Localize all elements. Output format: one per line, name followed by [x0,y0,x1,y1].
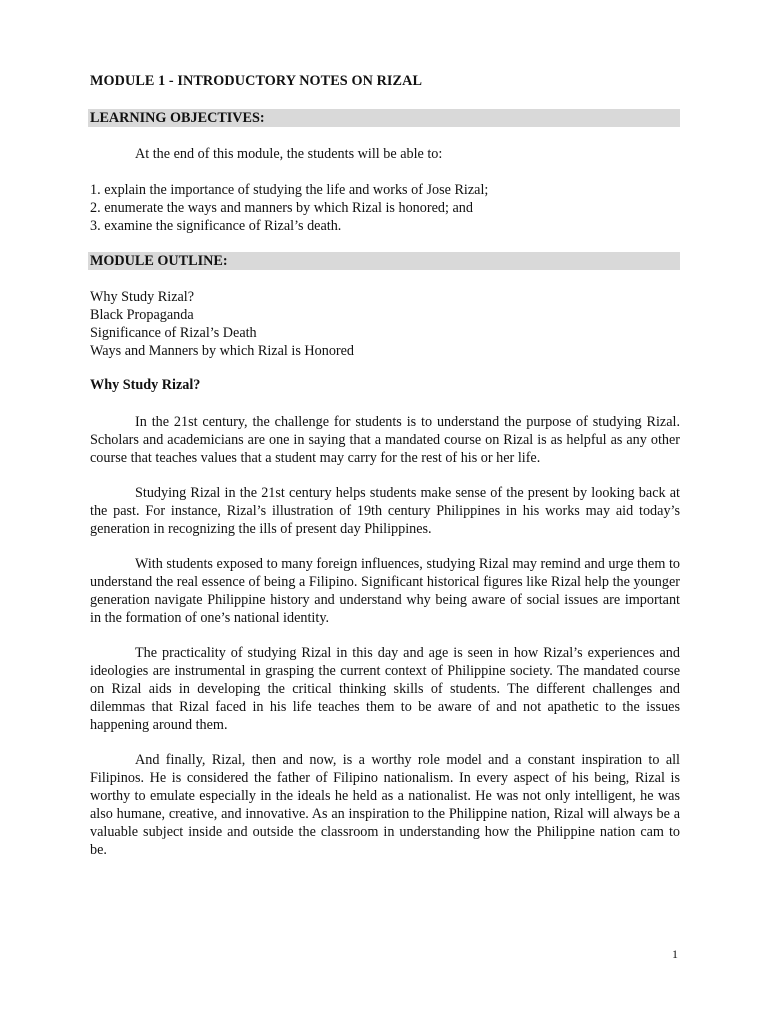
outline-item: Ways and Manners by which Rizal is Honored [90,343,355,359]
page-number: 1 [672,947,678,961]
body-paragraph: And finally, Rizal, then and now, is a worthy role model and a constant inspiration to all Filipinos. He is considered the father of Filipino nationalism. In every aspect of his being, Rizal is worthy to emulate especially in the ideals he held as a nationalist. He was not only intelligent, he was also humane, creative, and innovative. As an inspiration to the Philippine nation, Rizal will always be a valuable subject inside and outside the classroom in understanding how the Philippine nation cam to be. [90,752,680,858]
document-page [90,0,680,1024]
objective-item: 1. explain the importance of studying the life and works of Jose Rizal; [90,182,489,198]
learning-objectives-heading: LEARNING OBJECTIVES: [88,109,680,127]
module-outline-heading: MODULE OUTLINE: [88,252,680,270]
objectives-intro: At the end of this module, the students will be able to: [135,146,443,162]
outline-item: Why Study Rizal? [90,289,195,305]
outline-list [90,288,354,360]
body-paragraph: With students exposed to many foreign influences, studying Rizal may remind and urge them to understand the real essence of being a Filipino. Significant historical figures like Rizal help the younger generation navigate Philippine history and understand why being aware of social issues are important in the formation of one’s national identity. [90,556,680,626]
outline-item: Black Propaganda [90,307,194,323]
body-paragraph: In the 21st century, the challenge for students is to understand the purpose of studying Rizal. Scholars and academicians are one in saying that a mandated course on Rizal is as helpful as any other course that teaches values that a student may carry for the rest of his or her life. [90,414,680,466]
objective-item: 2. enumerate the ways and manners by which Rizal is honored; and [90,200,473,216]
section-heading: Why Study Rizal? [90,377,201,393]
outline-item: Significance of Rizal’s Death [90,325,257,341]
body-paragraph: The practicality of studying Rizal in this day and age is seen in how Rizal’s experiences and ideologies are instrumental in grasping the current context of Philippine society. The mandated course on Rizal aids in developing the critical thinking skills of students. The different challenges and dilemmas that Rizal faced in his life teaches them to be aware of and not apathetic to the issues happening around them. [90,645,680,733]
body-paragraph: Studying Rizal in the 21st century helps students make sense of the present by looking back at the past. For instance, Rizal’s illustration of 19th century Philippines in his works may aid today’s generation in recognizing the ills of present day Philippines. [90,485,680,537]
module-title: MODULE 1 - INTRODUCTORY NOTES ON RIZAL [90,73,423,89]
objectives-list [90,181,488,235]
objective-item: 3. examine the significance of Rizal’s death. [90,218,342,234]
